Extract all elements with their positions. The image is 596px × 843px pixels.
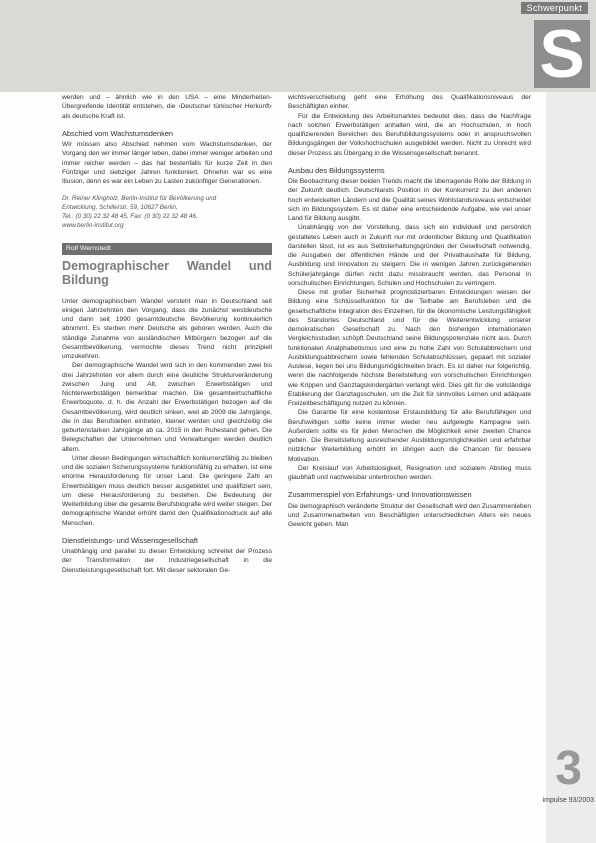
- paragraph: Die Beobachtung dieser beiden Trends macht die überragende Rolle der Bildung in der Zukunft deutlich. Deutschlands Position in der Konkurrenz zu den anderen hoch entwickelten Ländern und die Qualität seines Wohlstandsniveaus entscheidet sich im Bildungssystem. Es ist daher eine entscheidende Aufgabe, wie viel unser Land für Bildung ausgibt.: [288, 178, 531, 222]
- paragraph: Für die Entwicklung des Arbeitsmarktes bedeutet dies, dass die Nachfrage nach solchen Erwerbstätigen anhalten wird, die an Hochschulen, in hoch qualifizierenden Bereichen des Berufsbildungssystems oder in anspruchsvollen Bildungsgängen der Volkshochschulen ausgebildet werden. Nicht zu Unrecht wird dieser Prozess als Übergang in die Wissensgesellschaft benannt.: [288, 112, 531, 157]
- contact-link[interactable]: www.berlin-institut.org: [62, 222, 124, 230]
- paragraph: Der demographische Wandel wird sich in den kommenden zwei bis drei Jahrzehnten vor allem durch eine deutliche Strukturveränderung zwischen Jung und Alt, zwischen Erwerbstätigen und Nichterwerbstätigen bemerkbar machen. Die gesamtwirtschaftliche Erwerbsquote, d. h. die Anzahl der Erwerbstätigen bezogen auf die Gesamtbevölkerung, wird deutlich sinken, weil ab 2009 die Jahrgänge, die in das Berufsleben eintreten, kleiner werden und gleichzeitig die geburtenstarken Jahrgänge ab ca. 2015 in den Ruhestand gehen. Die Belegschaften der Unternehmen und Verwaltungen werden deutlich altern.: [62, 362, 272, 453]
- paragraph: Diese mit großer Sicherheit prognostizierbaren Entwicklungen weisen der Bildung eine Schlüsselfunktion für die Teilhabe am Berufsleben und die gesellschaftliche Integration des Einzelnen, für die ökonomische Leistungsfähigkeit des Standortes Deutschland und für die Weiterentwicklung unserer demokratischen Gesellschaft zu. Nach den bisherigen internationalen Vergleichsstudien schöpft Deutschland seine Bildungspotenziale nicht aus. Durch funktionalen Analphabetismus und eine zu hohe Zahl von Schulabbrechern und Ausbildungsabbrechern sowie fehlenden Schulabschlüssen, gepaart mit sozialer Auslese, liegen bei uns Bildungsmöglichkeiten brach. Es ist daher nur folgerichtig, wenn die nachfolgende höchste Bereitstellung von vorschulischen Einrichtungen wie Krippen und Ganztagskindergärten verlangt wird. Dies gilt für die vollständige Etablierung der Ganztagsschulen, um die Zeit für sinnvolles Lernen und adäquate Freizeitbeschäftigung nutzen zu können.: [288, 289, 531, 407]
- contact-line: Entwicklung, Schillerstr. 59, 10627 Berlin,: [62, 204, 178, 212]
- paragraph: Wir müssen also Abschied nehmen vom Wachstumsdenken, der Vorgang den wir immer länger leben, dabei immer weniger arbeiten und immer reicher werden – das hat bestenfalls für kurze Zeit in den Fünfziger und siebziger Jahren funktioniert. Ohnehin war es eine Illusion, denn es war ein Leben zu Lasten zukünftiger Generationen.: [62, 141, 272, 185]
- column-left: [62, 93, 272, 575]
- intro-text: [62, 93, 272, 121]
- section-letter: S: [534, 20, 590, 88]
- paragraph: Unabhängig und parallel zu dieser Entwicklung schreitet der Prozess der Transformation der Industriegesellschaft in die Dienstleistungsgesellschaft fort. Mit dieser sektoralen Ge-: [62, 548, 272, 574]
- column-right: [288, 93, 531, 529]
- paragraph: Unter diesen Bedingungen wirtschaftlich konkurrenzfähig zu bleiben und die sozialen Sicherungssysteme funktionsfähig zu erhalten, ist eine enorme Herausforderung für unser Land. Die geringere Zahl an Erwerbstätigen muss deutlich besser ausgebildet und qualifiziert sein, um diese Herausforderung zu bestehen. Die Bedeutung der Weiterbildung über die gesamte Berufsbiografie wird weiter steigen. Der demographische Wandel erhöht damit den Qualifikationsdruck auf alle Menschen.: [62, 454, 272, 527]
- header-band: [0, 0, 596, 92]
- section-heading: Zusammenspiel von Erfahrungs- und Innovationswissen: [288, 490, 472, 500]
- paragraph: Die Garantie für eine kostenlose Erstausbildung für alle Berufsfähigen und Berufswilligen sollte keine immer wieder neu aufgelegte Kampagne sein. Außerdem sollte es für jeden Menschen die Möglichkeit einer zweiten Chance geben. Die Bereitstellung ausreichender Ausbildungsmöglichkeiten und erfahrbar nützlicher Weiterbildung erhöht im übrigen auch die Chancen für bessere Motivation.: [288, 409, 531, 463]
- section-tab: Schwerpunkt: [521, 2, 588, 14]
- section-heading: Ausbau des Bildungssystems: [288, 165, 385, 175]
- paragraph: werden und – ähnlich wie in den USA – eine Minderheiten-Übergreifende Identität entstehen, die ›Deutscher türkischer Herkunft‹ als deutsche Kraft ist.: [62, 94, 272, 120]
- paragraph: wichtsverschiebung geht eine Erhöhung des Qualifikationsniveaus der Beschäftigten einher.: [288, 94, 531, 111]
- paragraph: Der Kreislauf von Arbeitslosigkeit, Resignation und sozialem Abstieg muss glaubhaft und nachweisbar unterbrochen werden.: [288, 464, 531, 481]
- paragraph: Unabhängig von der Vorstellung, dass sich ein individuell und persönlich gestaltetes Leben auch in Zukunft nur mit ordentlicher Bildung und Qualifikation darstellen lässt, ist es aus Selbsterhaltungsgründen der Gesellschaft notwendig, die Ausgaben der öffentlichen Hände und der Privathaushalte für Bildung, Ausbildung und Innovation zu steigern. Die in wenigen Jahren zurückgehenden Schülerjahrgänge dürfen nicht dazu missbraucht werden, das Personal in vorschulischen Einrichtungen, Schulen und Hochschulen zu verringern.: [288, 224, 531, 287]
- side-band: [546, 92, 596, 843]
- article-title: Demographischer Wandel und Bildung: [62, 258, 272, 287]
- contact-block: [62, 194, 272, 230]
- section-heading: Dienstleistungs- und Wissensgesellschaft: [62, 535, 198, 545]
- section-heading: Abschied vom Wachstumsdenken: [62, 128, 174, 138]
- issue-label: impulse 93/2003: [542, 797, 594, 804]
- paragraph: Die demographisch veränderte Struktur der Gesellschaft wird den Zusammenleben und Zusammenarbeiten von Beschäftigten unterschiedlichen Alters ein neues Gewicht geben. Man: [288, 502, 531, 528]
- contact-line: Tel.: (0 30) 22 32 48 45, Fax: (0 30) 22 32 48 46,: [62, 213, 198, 221]
- paragraph: Unter demographischem Wandel versteht man in Deutschland seit einigen Jahrzehnten den Vorgang, dass die zunächst westdeutsche und dann seit 1990 gesamtdeutsche Bevölkerung kontinuierlich abnimmt. Es sterben mehr Deutsche als geboren werden. Auch die ständige Zunahme von ausländischen Mitbürgern bezogen auf die Gesamtbevölkerung, vermochte dieses Trend nicht prinzipiell umzukehren.: [62, 297, 272, 360]
- page-number: 3: [555, 742, 582, 795]
- author-bar: Rolf Wernstedt: [62, 243, 272, 254]
- contact-line: Dr. Reiner Klingholz, Berlin-Institut für Bevölkerung und: [62, 195, 217, 203]
